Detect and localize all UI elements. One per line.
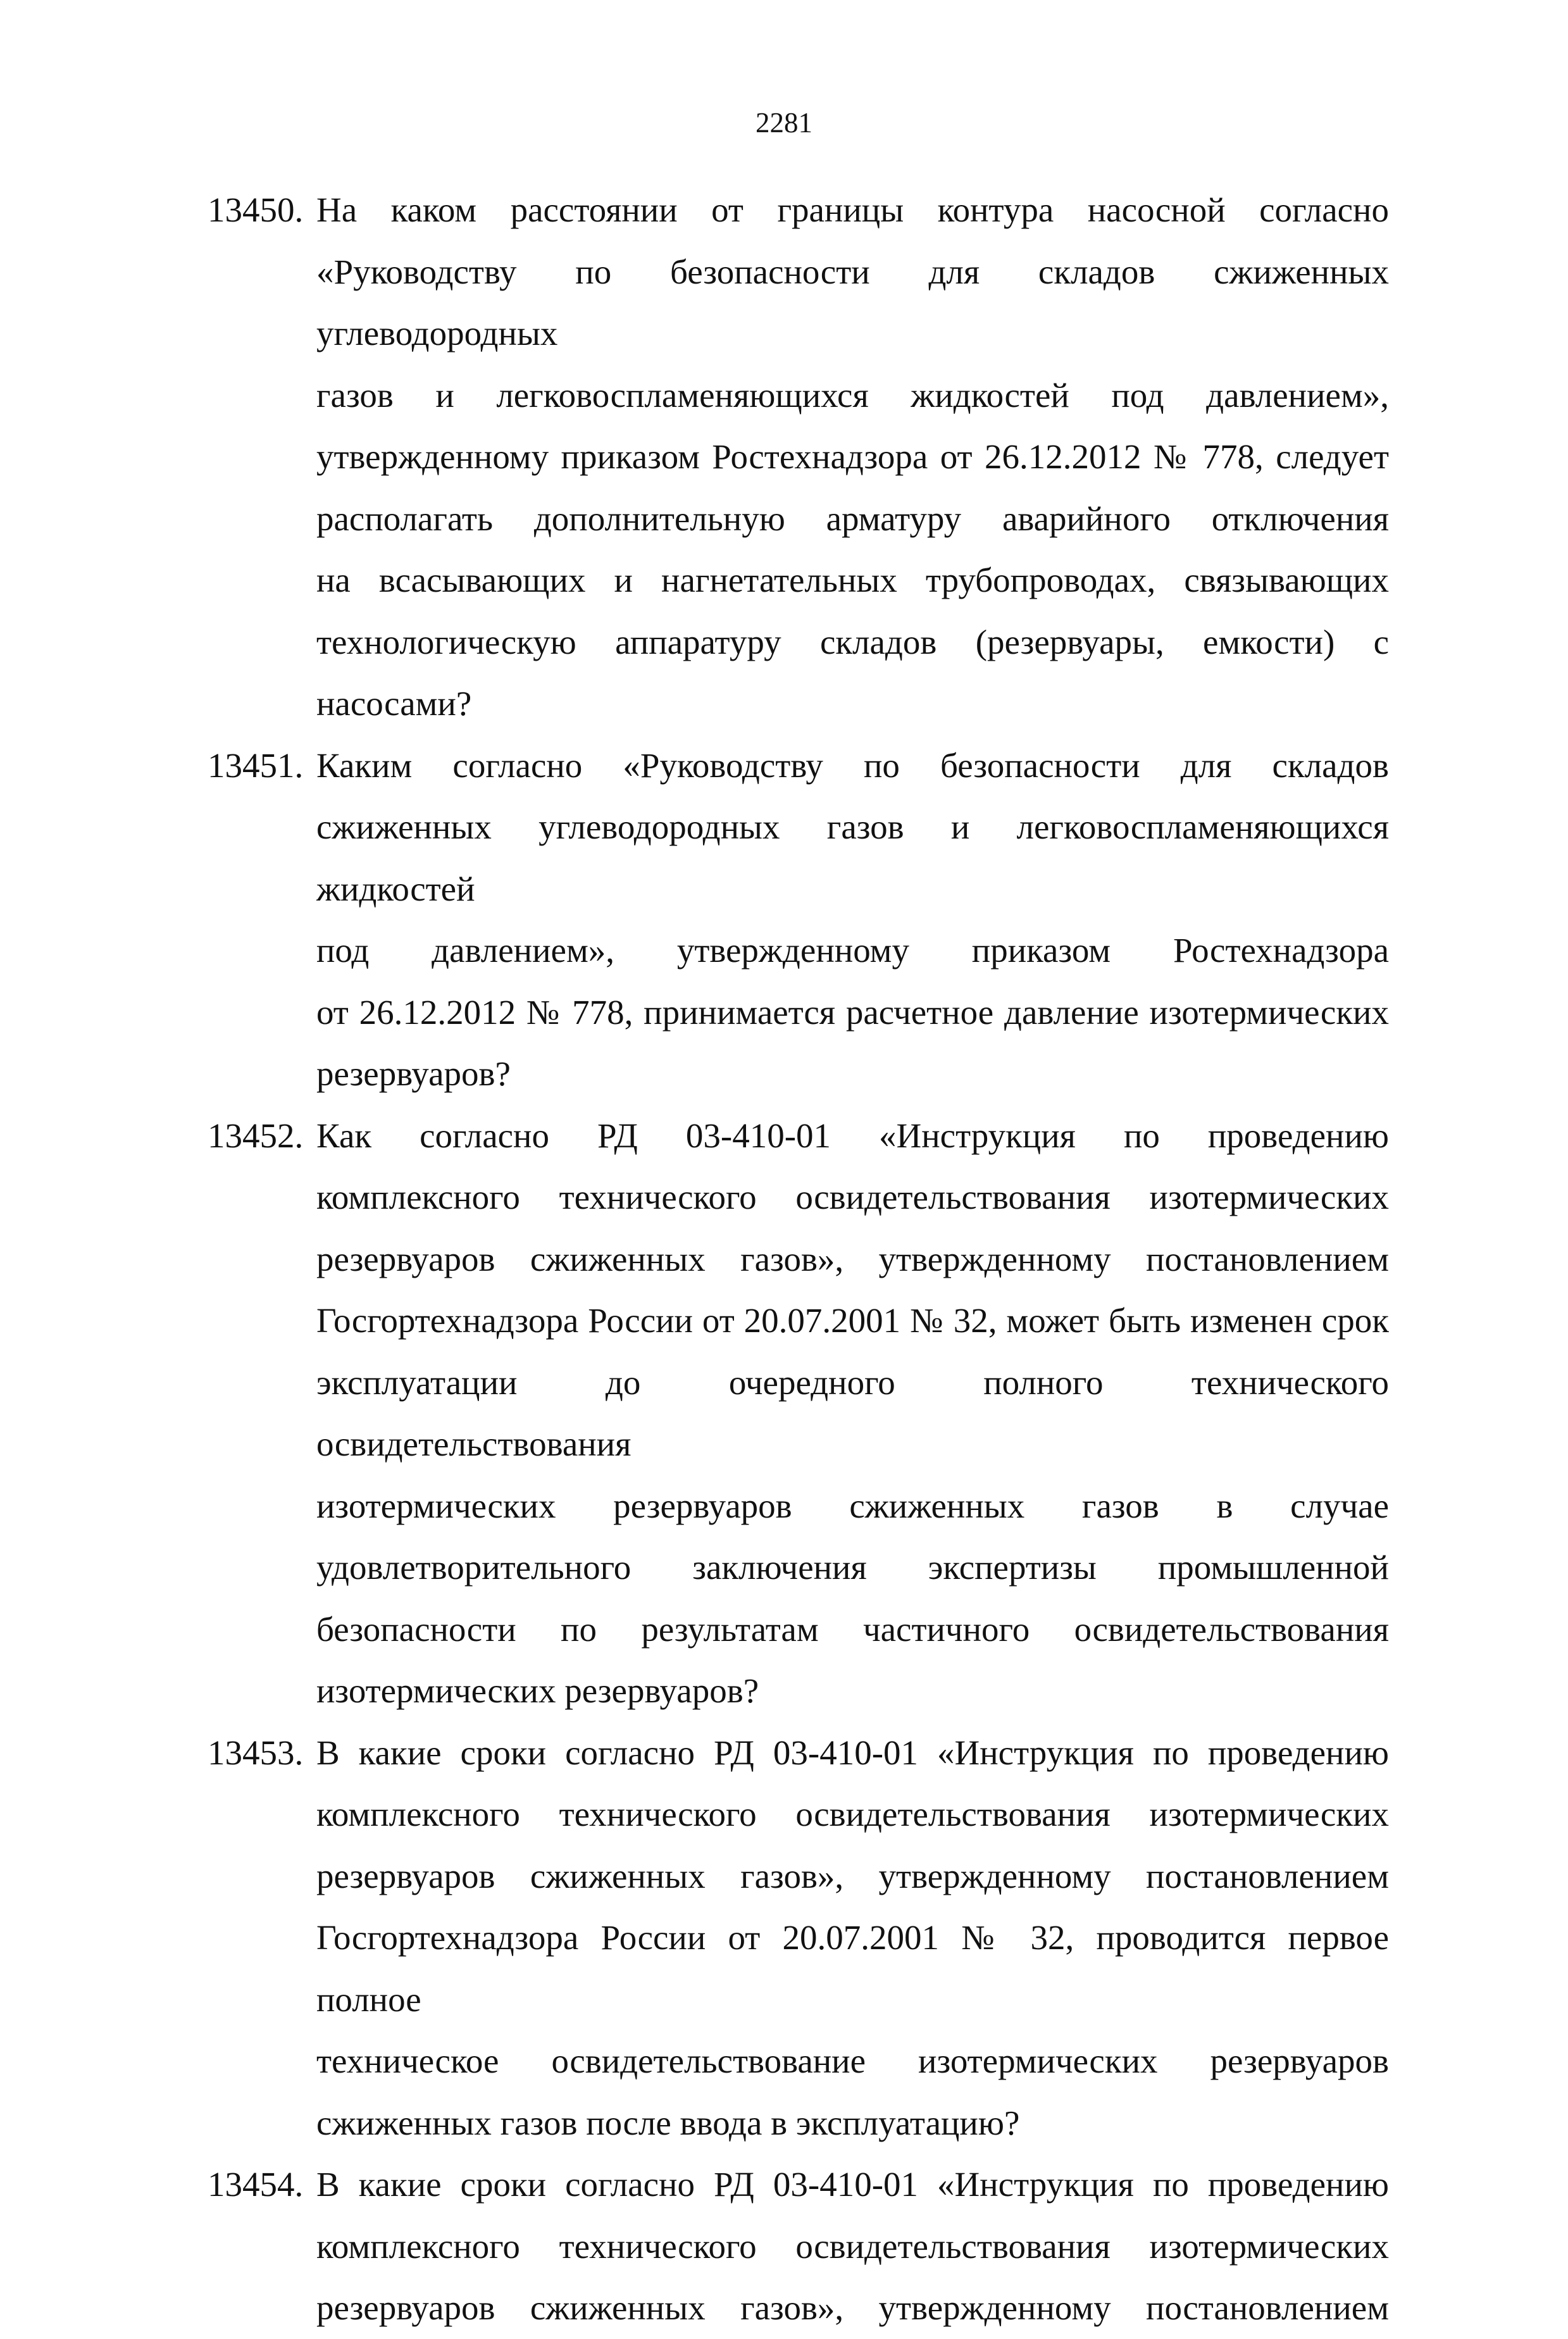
question-text [316,179,1389,735]
text-line: На каком расстоянии от границы контура насосной согласно [316,190,1389,229]
text-line: изотермических резервуаров? [316,1671,759,1710]
question-number: 13453. [208,1733,304,1772]
text-line: от 26.12.2012 № 778, принимается расчетное давление изотермических [316,992,1389,1032]
text-line: изотермических резервуаров сжиженных газов в случае [316,1486,1389,1525]
text-line: располагать дополнительную арматуру аварийного отключения [316,499,1389,538]
question-number: 13450. [208,190,304,229]
text-line: безопасности по результатам частичного освидетельствования [316,1609,1389,1649]
text-line: «Руководству по безопасности для складов сжиженных углеводородных [316,252,1389,352]
text-line: сжиженных газов после ввода в эксплуатацию? [316,2103,1020,2142]
text-line: Как согласно РД 03-410-01 «Инструкция по проведению [316,1116,1389,1155]
text-line: Каким согласно «Руководству по безопасности для складов [316,745,1389,785]
question-text [316,2154,1389,2339]
question-text [316,735,1389,1105]
question-item [208,1105,1389,1722]
text-line: сжиженных углеводородных газов и легковоспламеняющихся жидкостей [316,808,1389,908]
text-line: под давлением», утвержденному приказом Ростехнадзора [316,931,1389,970]
text-line: на всасывающих и нагнетательных трубопроводах, связывающих [316,561,1389,599]
text-line: эксплуатации до очередного полного технического освидетельствования [316,1363,1389,1463]
question-item [208,1722,1389,2154]
text-line: комплексного технического освидетельствования изотермических [316,2226,1389,2266]
question-number: 13452. [208,1116,304,1155]
text-line: комплексного технического освидетельствования изотермических [316,1178,1389,1216]
question-text [316,1722,1389,2154]
question-item [208,735,1389,1105]
text-line: Госгортехнадзора России от 20.07.2001 № 32, может быть изменен срок [316,1301,1389,1340]
question-number: 13451. [208,745,304,785]
question-item [208,179,1389,735]
question-item [208,2154,1389,2339]
text-line: резервуаров сжиженных газов», утвержденному постановлением [316,1856,1389,1895]
question-text [316,1105,1389,1722]
text-line: техническое освидетельствование изотермических резервуаров [316,2042,1389,2080]
text-line: резервуаров сжиженных газов», утвержденному постановлением [316,1239,1389,1278]
text-line: технологическую аппаратуру складов (резервуары, емкости) с насосами? [316,622,1389,723]
text-line: утвержденному приказом Ростехнадзора от 26.12.2012 № 778, следует [316,437,1389,476]
text-line: резервуаров? [316,1054,511,1093]
text-line: В какие сроки согласно РД 03-410-01 «Инструкция по проведению [316,2165,1389,2204]
text-line: Госгортехнадзора России от 20.07.2001 № 32, проводится первое полное [316,1918,1389,2019]
text-line: В какие сроки согласно РД 03-410-01 «Инструкция по проведению [316,1733,1389,1772]
text-line: удовлетворительного заключения экспертизы промышленной [316,1548,1389,1587]
page-number: 2281 [756,107,812,139]
question-list [208,179,1389,2339]
text-line: резервуаров сжиженных газов», утвержденному постановлением [316,2288,1389,2327]
text-line: комплексного технического освидетельствования изотермических [316,1795,1389,1833]
text-line: газов и легковоспламеняющихся жидкостей под давлением», [316,375,1389,415]
question-number: 13454. [208,2165,304,2204]
